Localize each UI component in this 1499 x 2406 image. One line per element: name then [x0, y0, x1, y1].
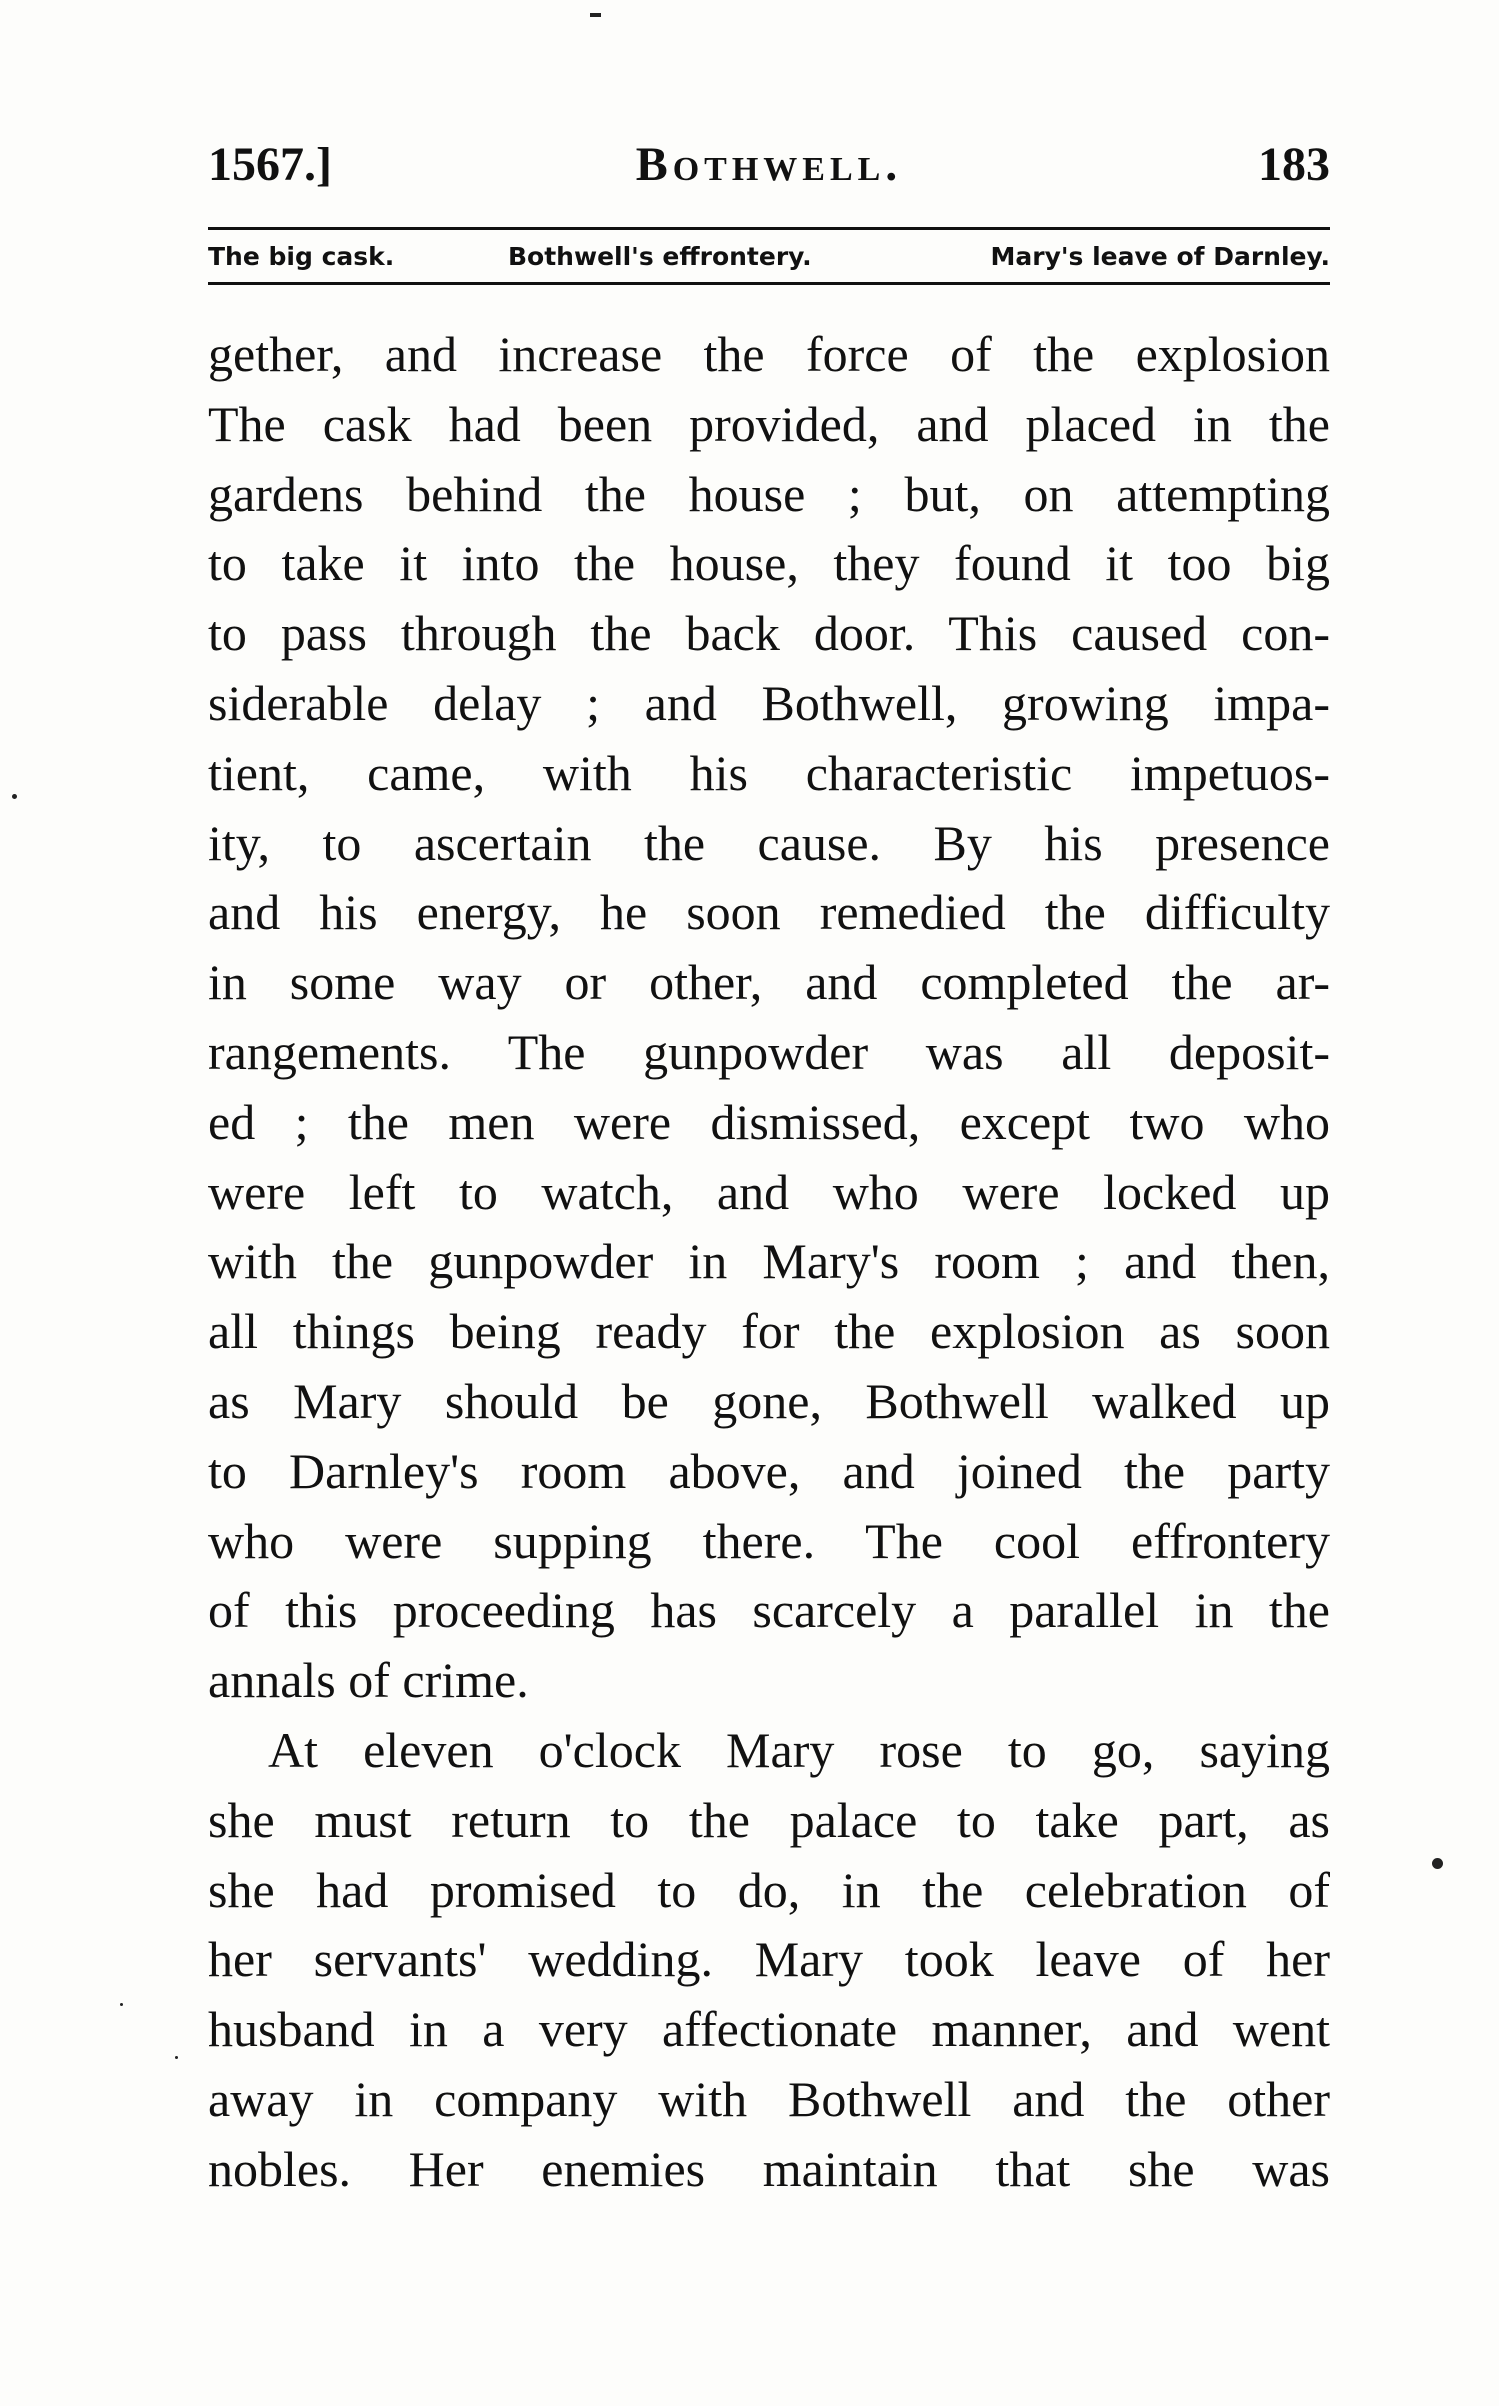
topic-mary-leave-darnley: Mary's leave of Darnley. — [990, 242, 1330, 271]
page-number: 183 — [1258, 138, 1330, 191]
text-line: annals of crime. — [208, 1652, 529, 1709]
text-line: to pass through the back door. This caused con- — [208, 605, 1330, 662]
topic-bothwell-effrontery: Bothwell's effrontery. — [508, 242, 812, 271]
text-line: of this proceeding has scarcely a parallel in the — [208, 1582, 1330, 1639]
header-rule-bottom — [208, 282, 1330, 285]
print-mark — [590, 13, 601, 17]
text-line: with the gunpowder in Mary's room ; and then, — [208, 1233, 1330, 1290]
text-line: At eleven o'clock Mary rose to go, saying — [268, 1721, 1330, 1778]
page-title: Bothwell. — [635, 138, 903, 191]
text-line: as Mary should be gone, Bothwell walked up — [208, 1372, 1330, 1429]
print-speck — [1432, 1858, 1443, 1869]
text-line: and his energy, he soon remedied the difficulty — [208, 884, 1330, 941]
print-speck — [120, 2003, 123, 2006]
text-line: who were supping there. The cool effrontery — [208, 1512, 1330, 1569]
text-line: husband in a very affectionate manner, and went — [208, 2001, 1330, 2058]
topic-headings — [208, 236, 1330, 278]
text-line: were left to watch, and who were locked up — [208, 1163, 1330, 1220]
text-line: The cask had been provided, and placed in the — [208, 395, 1330, 452]
print-speck — [175, 2056, 178, 2059]
text-line: she must return to the palace to take part, as — [208, 1791, 1330, 1848]
body-text — [208, 320, 1330, 2205]
print-speck — [12, 794, 17, 799]
text-line: ity, to ascertain the cause. By his presence — [208, 814, 1330, 871]
text-line: away in company with Bothwell and the other — [208, 2070, 1330, 2127]
text-line: she had promised to do, in the celebration of — [208, 1861, 1330, 1918]
text-line: her servants' wedding. Mary took leave of her — [208, 1931, 1330, 1988]
text-line: siderable delay ; and Bothwell, growing impa- — [208, 674, 1330, 731]
header-rule-top — [208, 227, 1330, 230]
text-line: nobles. Her enemies maintain that she was — [208, 2140, 1330, 2197]
text-line: rangements. The gunpowder was all deposit- — [208, 1023, 1330, 1080]
text-line: in some way or other, and completed the ar- — [208, 954, 1330, 1011]
text-line: gether, and increase the force of the explosion — [208, 326, 1330, 382]
text-line: tient, came, with his characteristic impetuos- — [208, 744, 1330, 801]
text-line: gardens behind the house ; but, on attempting — [208, 465, 1330, 522]
header-year: 1567.] — [208, 138, 332, 191]
text-line: all things being ready for the explosion as soon — [208, 1303, 1330, 1360]
running-header — [208, 135, 1330, 195]
text-line: to Darnley's room above, and joined the party — [208, 1442, 1330, 1499]
text-line: to take it into the house, they found it too big — [208, 535, 1330, 592]
text-line: ed ; the men were dismissed, except two who — [208, 1093, 1330, 1150]
topic-big-cask: The big cask. — [208, 242, 395, 271]
